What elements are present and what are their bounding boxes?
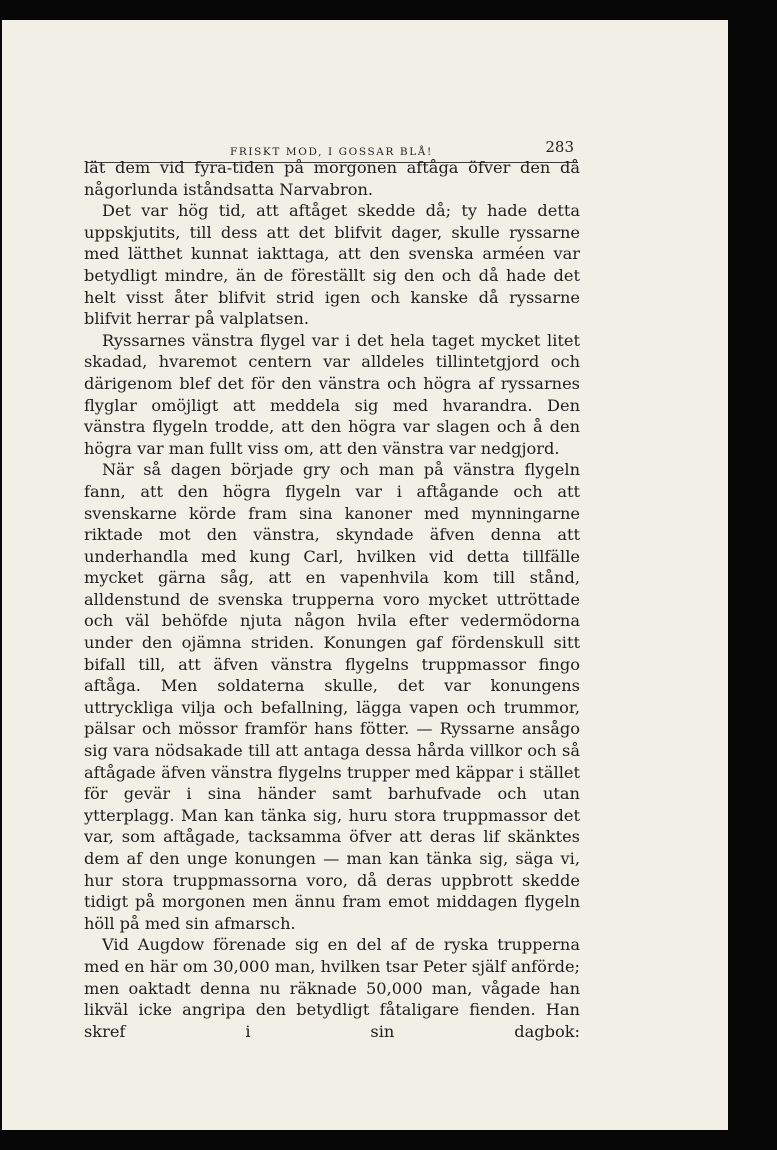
page-number: 283 — [545, 138, 574, 156]
paragraph: Det var hög tid, att aftåget skedde då; ty hade detta uppskjutits, till dess att det blifvit dager, skulle ryssarne med lätthet kunnat iakttaga, att den svenska arméen var betydligt mindre, än de föreställt sig den och då hade det helt visst åter blifvit strid igen och kanske då ryssarne blifvit herrar på valplatsen. — [84, 201, 580, 329]
running-title: FRISKT MOD, I GOSSAR BLÅ! — [230, 146, 433, 158]
paragraph: Ryssarnes vänstra flygel var i det hela taget mycket litet skadad, hvaremot centern var alldeles tillintetgjord och därigenom blef det för den vänstra och högra af ryssarnes flyglar omöjligt att meddela sig med hvarandra. Den vänstra flygeln trodde, att den högra var slagen och å den högra var man fullt viss om, att den vänstra var nedgjord. — [84, 330, 580, 458]
body-text — [84, 157, 580, 1042]
paragraph: Vid Augdow förenade sig en del af de ryska trupperna med en här om 30,000 man, hvilken tsar Peter själf anförde; men oaktadt denna nu räknade 50,000 man, vågade han likväl icke angripa den betydligt fåtaligare fienden. Han skref i sin dagbok: — [84, 935, 580, 1041]
paragraph: När så dagen började gry och man på vänstra flygeln fann, att den högra flygeln var i aftågande och att svenskarne körde fram sina kanoner med mynningarne riktade mot den vänstra, skyndade äfven denna att underhandla med kung Carl, hvilken vid detta tillfälle mycket gärna såg, att en vapenhvila kom till stånd, alldenstund de svenska trupperna voro mycket uttröttade och väl behöfde njuta någon hvila efter vedermödorna under den ojämna striden. Konungen gaf fördenskull sitt bifall till, att äfven vänstra flygelns truppmassor fingo aftåga. Men soldaterna skulle, det var konungens uttryckliga vilja och befallning, lägga vapen och trummor, pälsar och mössor framför hans fötter. — Ryssarne ansågo sig vara nödsakade till att antaga dessa hårda villkor och så aftågade äfven vänstra flygelns trupper med käppar i stället för gevär i sina händer samt barhufvade och utan ytterplagg. Man kan tänka sig, huru stora truppmassor det var, som aftågade, tacksamma öfver att deras lif skänktes dem af den unge konungen — man kan tänka sig, säga vi, hur stora truppmassorna voro, då deras uppbrott skedde tidigt på morgonen men ännu fram emot middagen flygeln höll på med sin afmarsch. — [84, 460, 580, 933]
paragraph: lät dem vid fyra-tiden på morgonen aftåga öfver den då någorlunda iståndsatta Narvabron. — [84, 158, 580, 199]
